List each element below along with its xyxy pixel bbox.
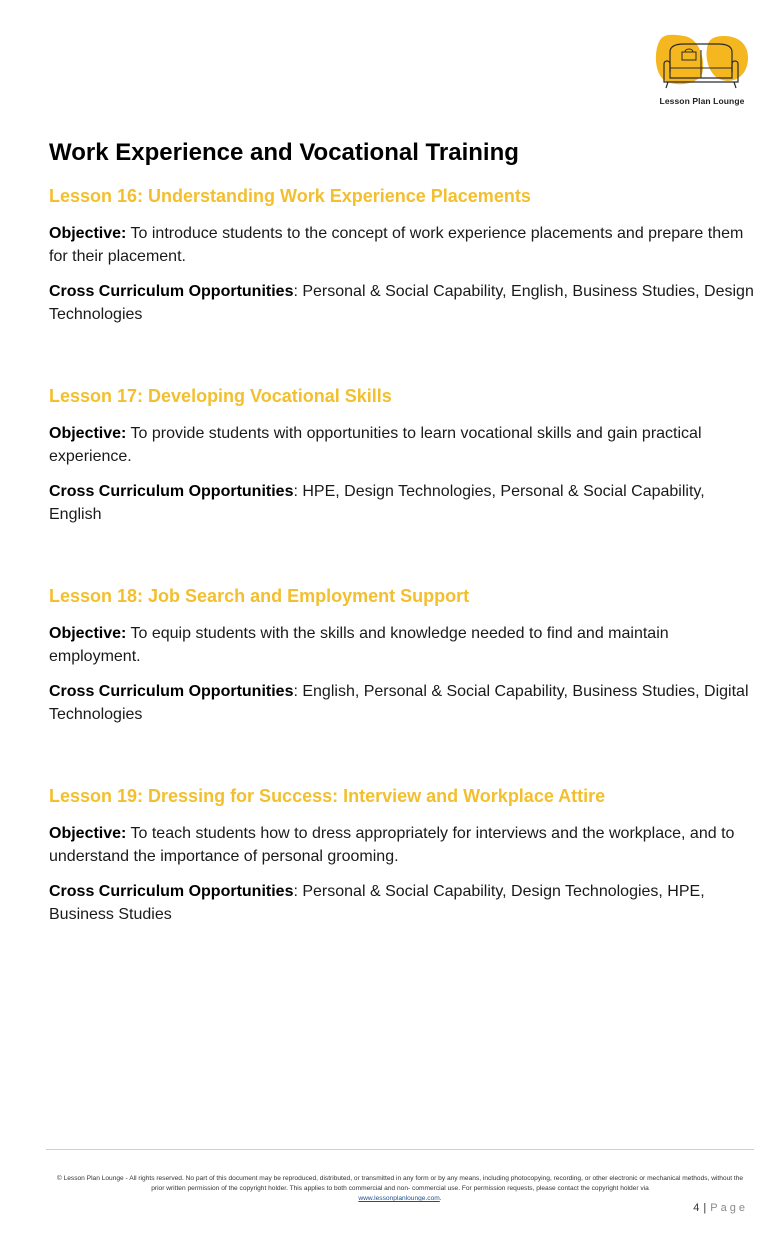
page-number [693, 1202, 748, 1214]
lesson-section [49, 584, 754, 726]
objective-text: To teach students how to dress appropriately for interviews and the workplace, and to understand the importance of personal grooming. [49, 825, 735, 865]
cross-curriculum-text: : HPE, Design Technologies, Personal & Social Capability, English [49, 483, 705, 523]
objective-text: To provide students with opportunities to learn vocational skills and gain practical experience. [49, 425, 702, 465]
footer-divider [46, 1149, 754, 1150]
lesson-objective [49, 422, 754, 468]
lesson-section [49, 784, 754, 926]
cross-curriculum-text: : Personal & Social Capability, Design Technologies, HPE, Business Studies [49, 883, 705, 923]
lesson-cross-curriculum [49, 880, 754, 926]
lesson-section [49, 184, 754, 326]
footer-copyright [54, 1174, 746, 1204]
logo-text: Lesson Plan Lounge [659, 96, 745, 106]
lesson-section [49, 384, 754, 526]
lesson-title: Lesson 16: Understanding Work Experience Placements [49, 186, 531, 206]
page-separator: | [703, 1202, 707, 1214]
link-suffix: . [439, 1195, 442, 1202]
lesson-cross-curriculum [49, 480, 754, 526]
cross-curriculum-label: Cross Curriculum Opportunities [49, 283, 294, 300]
lesson-objective [49, 622, 754, 668]
cross-curriculum-text: : English, Personal & Social Capability, Business Studies, Digital Technologies [49, 683, 749, 723]
lesson-objective [49, 222, 754, 268]
lesson-title: Lesson 18: Job Search and Employment Support [49, 586, 470, 606]
objective-text: To equip students with the skills and knowledge needed to find and maintain employment. [49, 625, 669, 665]
sofa-icon [650, 30, 754, 94]
lesson-title: Lesson 17: Developing Vocational Skills [49, 386, 392, 406]
objective-text: To introduce students to the concept of work experience placements and prepare them for their placement. [49, 225, 744, 265]
page-label: Page [710, 1202, 748, 1214]
lesson-title: Lesson 19: Dressing for Success: Interview and Workplace Attire [49, 786, 606, 806]
objective-label: Objective: [49, 225, 127, 242]
objective-label: Objective: [49, 425, 127, 442]
cross-curriculum-text: : Personal & Social Capability, English, Business Studies, Design Technologies [49, 283, 754, 323]
page-number-value: 4 [693, 1202, 700, 1214]
cross-curriculum-label: Cross Curriculum Opportunities [49, 683, 294, 700]
copyright-text: © Lesson Plan Lounge - All rights reserved. No part of this document may be reproduced, distributed, or transmitted in any form or by any means, including photocopying, recording, or other electronic or mechanical methods, without the prior written permission of the copyright holder. This applies to both commercial and non- commercial use. For permission requests, please contact the copyright holder via [56, 1175, 744, 1192]
lesson-cross-curriculum [49, 680, 754, 726]
objective-label: Objective: [49, 825, 127, 842]
cross-curriculum-label: Cross Curriculum Opportunities [49, 883, 294, 900]
lesson-objective [49, 822, 754, 868]
objective-label: Objective: [49, 625, 127, 642]
document-body [49, 138, 754, 984]
lesson-plan-lounge-logo [650, 30, 754, 110]
cross-curriculum-label: Cross Curriculum Opportunities [49, 483, 294, 500]
page-title: Work Experience and Vocational Training [49, 139, 519, 166]
website-link[interactable]: www.lessonplanlounge.com [358, 1195, 440, 1202]
lesson-cross-curriculum [49, 280, 754, 326]
